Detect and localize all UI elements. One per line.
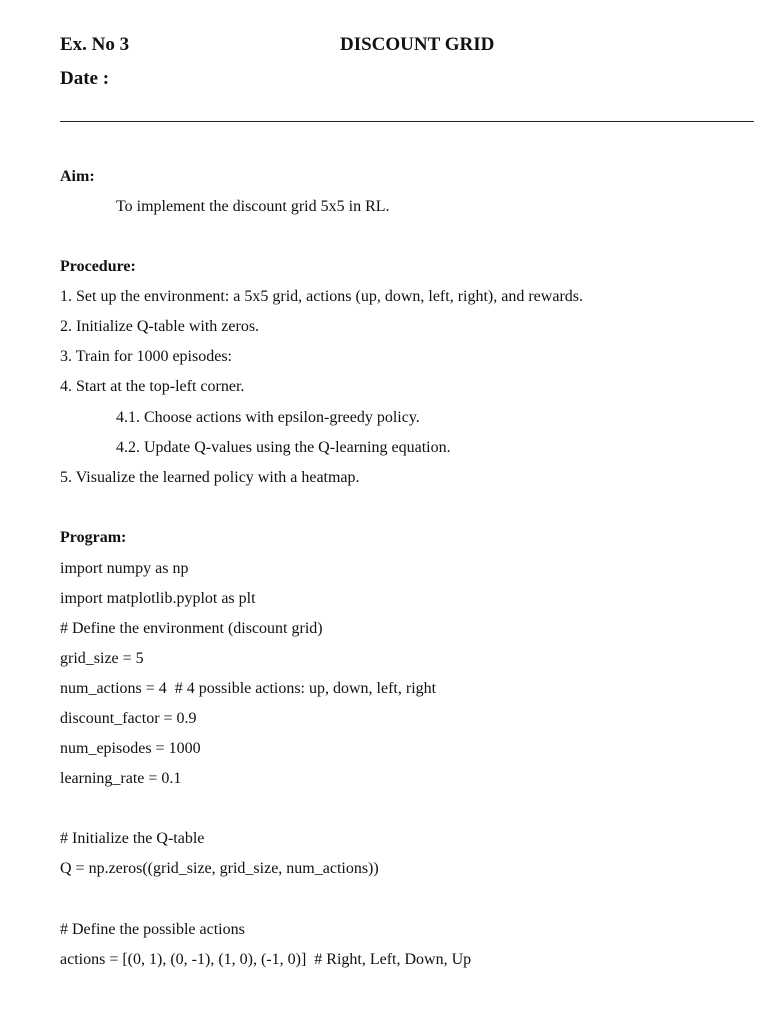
exercise-number: Ex. No 3 [60,34,130,55]
program-heading: Program: [60,529,127,546]
code-line: import matplotlib.pyplot as plt [60,590,256,607]
code-line: learning_rate = 0.1 [60,770,182,787]
procedure-step: 2. Initialize Q-table with zeros. [60,318,260,335]
page-title: DISCOUNT GRID [340,34,495,55]
code-line: actions = [(0, 1), (0, -1), (1, 0), (-1, 0)] # Right, Left, Down, Up [60,951,472,968]
procedure-substep: 4.2. Update Q-values using the Q-learning equation. [116,439,451,456]
aim-heading: Aim: [60,168,95,185]
procedure-step: 5. Visualize the learned policy with a heatmap. [60,469,360,486]
code-line: Q = np.zeros((grid_size, grid_size, num_actions)) [60,860,379,877]
procedure-step: 3. Train for 1000 episodes: [60,348,232,365]
procedure-step: 4. Start at the top-left corner. [60,378,245,395]
code-line: num_episodes = 1000 [60,740,201,757]
code-line: num_actions = 4 # 4 possible actions: up, down, left, right [60,680,437,697]
aim-text: To implement the discount grid 5x5 in RL. [116,198,390,215]
procedure-step: 1. Set up the environment: a 5x5 grid, actions (up, down, left, right), and rewards. [60,288,583,305]
code-line: grid_size = 5 [60,650,144,667]
code-line: import numpy as np [60,560,189,577]
procedure-heading: Procedure: [60,258,136,275]
code-line: # Define the environment (discount grid) [60,620,323,637]
code-line: discount_factor = 0.9 [60,710,197,727]
header-divider [60,121,754,122]
date-label: Date : [60,68,110,89]
code-line: # Define the possible actions [60,921,245,938]
procedure-substep: 4.1. Choose actions with epsilon-greedy policy. [116,409,420,426]
code-line: # Initialize the Q-table [60,830,205,847]
